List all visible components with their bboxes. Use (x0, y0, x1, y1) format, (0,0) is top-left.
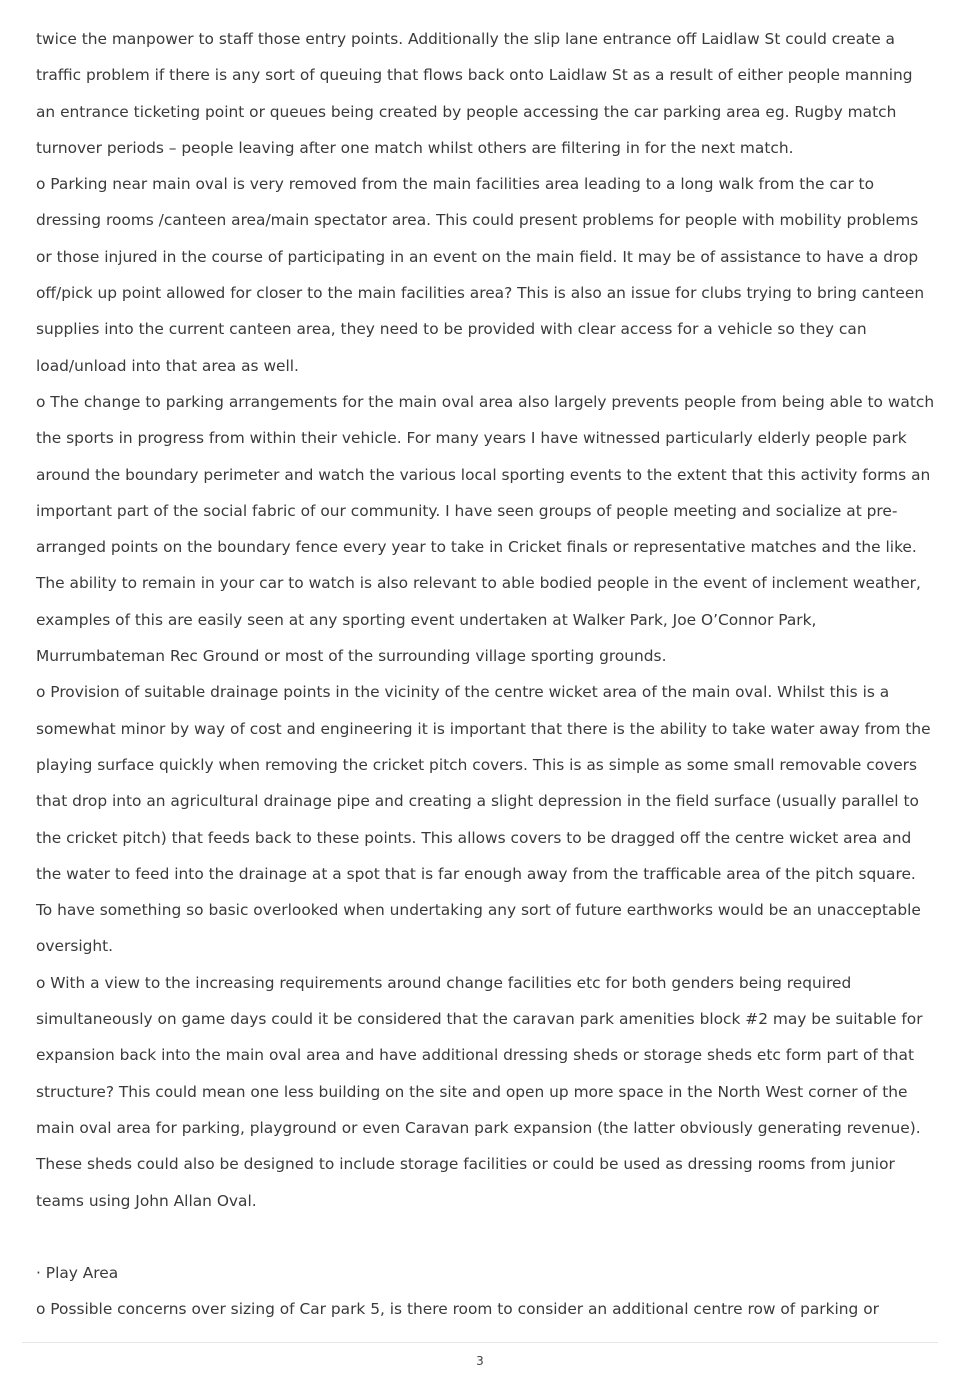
text-line: The ability to remain in your car to watch is also relevant to able bodied people in the event of inclement weather, (36, 574, 921, 593)
paragraph (36, 1291, 936, 1327)
text-line: teams using John Allan Oval. (36, 1191, 257, 1210)
text-line: To have something so basic overlooked when undertaking any sort of future earthworks would be an unacceptable (36, 901, 921, 920)
text-line: traffic problem if there is any sort of queuing that flows back onto Laidlaw St as a result of either people manning (36, 66, 913, 85)
text-line: arranged points on the boundary fence every year to take in Cricket finals or representative matches and the like. (36, 538, 917, 557)
document-section (36, 21, 936, 1219)
text-line: twice the manpower to staff those entry points. Additionally the slip lane entrance off Laidlaw St could create a (36, 30, 895, 48)
paragraph (36, 384, 936, 674)
text-line: the sports in progress from within their vehicle. For many years I have witnessed particularly elderly people park (36, 429, 907, 448)
text-line: load/unload into that area as well. (36, 356, 299, 375)
paragraph (36, 21, 936, 166)
footer-divider (22, 1342, 938, 1343)
text-line: important part of the social fabric of our community. I have seen groups of people meeting and socialize at pre- (36, 501, 898, 520)
text-line: the water to feed into the drainage at a spot that is far enough away from the trafficable area of the pitch square. (36, 864, 916, 883)
text-line: o Parking near main oval is very removed from the main facilities area leading to a long walk from the car to (36, 175, 874, 194)
text-line: o Possible concerns over sizing of Car park 5, is there room to consider an additional centre row of parking or (36, 1300, 879, 1319)
text-line: the cricket pitch) that feeds back to these points. This allows covers to be dragged off the centre wicket area and (36, 828, 912, 847)
paragraph (36, 965, 936, 1219)
text-line: o The change to parking arrangements for the main oval area also largely prevents people from being able to watch (36, 392, 935, 411)
paragraph (36, 674, 936, 964)
text-line: somewhat minor by way of cost and engineering it is important that there is the ability to take water away from the (36, 719, 931, 738)
text-line: expansion back into the main oval area and have additional dressing sheds or storage sheds etc form part of that (36, 1046, 914, 1065)
text-line: that drop into an agricultural drainage pipe and creating a slight depression in the field surface (usually parallel to (36, 792, 919, 811)
text-line: turnover periods – people leaving after one match whilst others are filtering in for the next match. (36, 138, 794, 157)
text-line: oversight. (36, 937, 114, 956)
document-body (36, 21, 936, 1328)
section-heading: · Play Area (36, 1264, 119, 1283)
text-line: around the boundary perimeter and watch the various local sporting events to the extent that this activity forms an (36, 465, 931, 484)
page-number: 3 (476, 1354, 484, 1368)
text-line: Murrumbateman Rec Ground or most of the surrounding village sporting grounds. (36, 647, 667, 666)
text-line: main oval area for parking, playground or even Caravan park expansion (the latter obviously generating revenue). (36, 1118, 921, 1137)
text-line: an entrance ticketing point or queues being created by people accessing the car parking area eg. Rugby match (36, 102, 897, 121)
text-line: playing surface quickly when removing the cricket pitch covers. This is as simple as some small removable covers (36, 755, 918, 774)
text-line: supplies into the current canteen area, they need to be provided with clear access for a vehicle so they can (36, 320, 867, 339)
text-line: or those injured in the course of participating in an event on the main field. It may be of assistance to have a drop (36, 247, 919, 266)
text-line: dressing rooms /canteen area/main spectator area. This could present problems for people with mobility problems (36, 211, 919, 230)
text-line: structure? This could mean one less building on the site and open up more space in the North West corner of the (36, 1082, 908, 1101)
text-line: simultaneously on game days could it be considered that the caravan park amenities block #2 may be suitable for (36, 1010, 923, 1029)
text-line: off/pick up point allowed for closer to the main facilities area? This is also an issue for clubs trying to bring canteen (36, 284, 925, 303)
text-line: o Provision of suitable drainage points in the vicinity of the centre wicket area of the main oval. Whilst this is a (36, 683, 890, 702)
text-line: These sheds could also be designed to include storage facilities or could be used as dressing rooms from junior (36, 1155, 895, 1174)
paragraph (36, 166, 936, 384)
text-line: o With a view to the increasing requirements around change facilities etc for both genders being required (36, 973, 852, 992)
text-line: examples of this are easily seen at any sporting event undertaken at Walker Park, Joe O’Connor Park, (36, 610, 817, 629)
document-section (36, 1255, 936, 1328)
